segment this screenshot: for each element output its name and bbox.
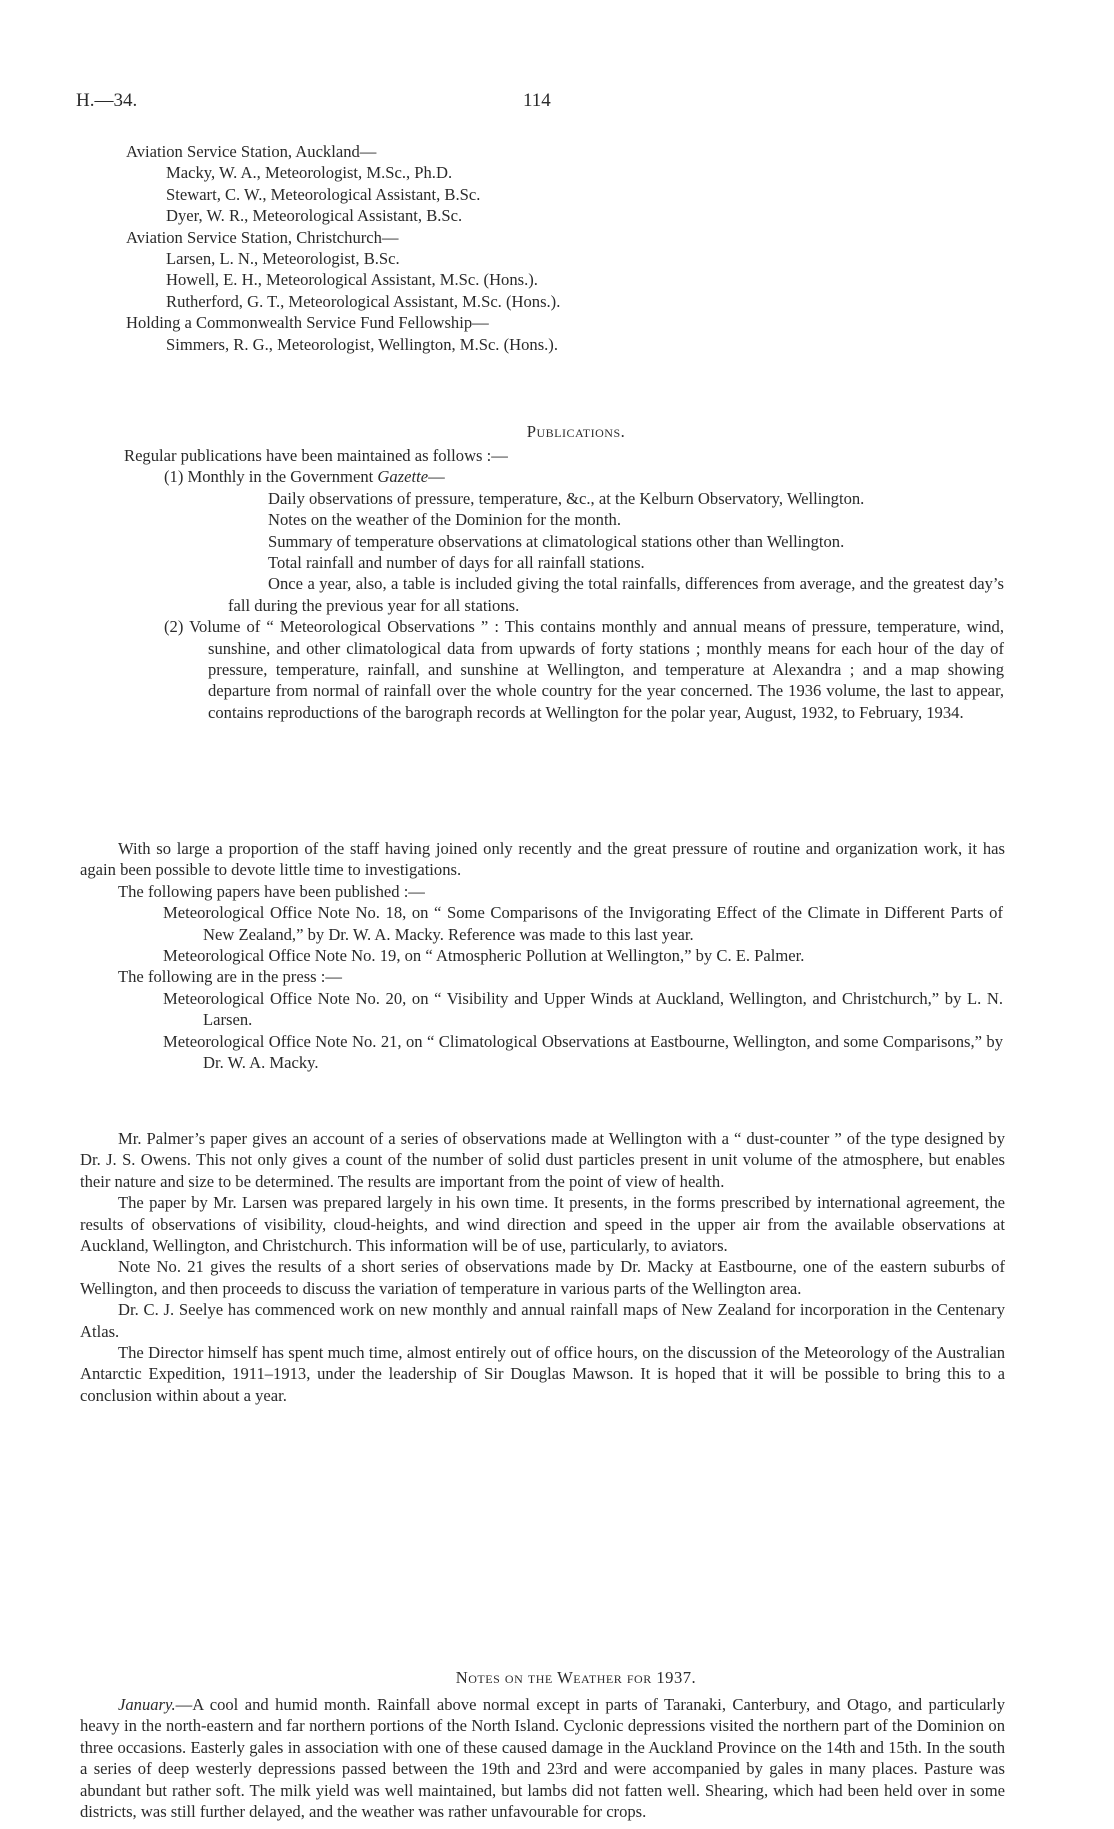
publication-subitem: Total rainfall and number of days for all rainfall stations. <box>268 553 645 573</box>
staff-list <box>126 141 986 355</box>
paragraph: The paper by Mr. Larsen was prepared largely in his own time. It presents, in the forms prescribed by international agreement, the results of observations of visibility, cloud-heights, and wind direction and speed in the upper air from the available observations at Auckland, Wellington, and Christchurch. This information will be of use, particularly, to aviators. <box>80 1193 1005 1256</box>
report-code: H.—34. <box>76 90 138 111</box>
published-intro: The following papers have been published :— <box>118 881 425 901</box>
item-dash: — <box>428 467 445 487</box>
paragraph: With so large a proportion of the staff having joined only recently and the great pressure of routine and organization work, it has again been possible to devote little time to investigations. <box>80 839 1005 880</box>
investigations-section <box>80 838 1005 1073</box>
staff-entry: Simmers, R. G., Meteorologist, Wellington, M.Sc. (Hons.). <box>166 334 558 354</box>
press-intro: The following are in the press :— <box>118 967 342 987</box>
publication-subitem: Summary of temperature observations at climatological stations other than Wellington. <box>268 531 845 551</box>
weather-notes-heading: Notes on the Weather for 1937. <box>455 1668 697 1687</box>
paper-entry: Meteorological Office Note No. 21, on “ Climatological Observations at Eastbourne, Wellington, and some Comparisons,” by Dr. W. A. Macky. <box>163 1031 1003 1073</box>
publication-item-2 <box>124 616 1004 723</box>
staff-entry: Rutherford, G. T., Meteorological Assistant, M.Sc. (Hons.). <box>166 291 561 311</box>
paragraph: Dr. C. J. Seelye has commenced work on new monthly and annual rainfall maps of New Zealand for incorporation in the Centenary Atlas. <box>80 1300 1005 1341</box>
published-papers <box>163 902 1003 966</box>
publication-item-1 <box>124 466 1004 487</box>
paragraph: The Director himself has spent much time, almost entirely out of office hours, on the discussion of the Meteorology of the Australian Antarctic Expedition, 1911–1913, under the leadership of Sir Douglas Mawson. It is hoped that it will be possible to bring this to a conclusion within about a year. <box>80 1343 1005 1405</box>
publications-heading: Publications. <box>526 422 626 441</box>
item-label: (1) Monthly in the Government <box>164 467 378 487</box>
weather-text: —A cool and humid month. Rainfall above normal except in parts of Taranaki, Canterbury, and Otago, and particularly heavy in the north-eastern and far northern portions of the North Island. Cyclonic depressions visited the northern part of the Dominion on three occasions. Easterly gales in association with one of these caused damage in the Auckland Province on the 14th and 15th. In the south a series of deep westerly depressions passed between the 19th and 23rd and were accompanied by gales in many places. Pasture was abundant but rather soft. The milk yield was well maintained, but lambs did not fatten well. Shearing, which had been held over in some districts, was still further delayed, and the weather was rather unfavourable for crops. <box>80 1695 1005 1822</box>
publications-intro: Regular publications have been maintained as follows :— <box>124 446 508 465</box>
paragraph: Mr. Palmer’s paper gives an account of a series of observations made at Wellington with a “ dust-counter ” of the type designed by Dr. J. S. Owens. This not only gives a count of the number of solid dust particles present in unit volume of the atmosphere, but enables their nature and size to be determined. The results are important from the point of view of health. <box>80 1129 1005 1191</box>
station-heading: Holding a Commonwealth Service Fund Fellowship— <box>126 313 489 333</box>
staff-entry: Macky, W. A., Meteorologist, M.Sc., Ph.D. <box>166 163 453 183</box>
publication-subitem: Once a year, also, a table is included giving the total rainfalls, differences from average, and the greatest day’s fall during the previous year for all stations. <box>228 574 1004 615</box>
station-heading: Aviation Service Station, Auckland— <box>126 142 377 161</box>
paper-entry: Meteorological Office Note No. 20, on “ Visibility and Upper Winds at Auckland, Wellington, and Christchurch,” by L. N. Larsen. <box>163 988 1003 1030</box>
weather-paragraph <box>80 1694 1005 1822</box>
month-label: January. <box>118 1695 176 1714</box>
publication-subitem: Notes on the weather of the Dominion for the month. <box>268 510 621 530</box>
publications-section <box>124 445 1004 723</box>
staff-entry: Stewart, C. W., Meteorological Assistant, B.Sc. <box>166 184 481 204</box>
gazette-title: Gazette <box>377 467 429 487</box>
staff-entry: Howell, E. H., Meteorological Assistant, M.Sc. (Hons.). <box>166 270 538 290</box>
station-heading: Aviation Service Station, Christchurch— <box>126 227 399 247</box>
paper-entry: Meteorological Office Note No. 18, on “ Some Comparisons of the Invigorating Effect of the Climate in Different Parts of New Zealand,” by Dr. W. A. Macky. Reference was made to this last year. <box>163 903 1003 944</box>
press-papers <box>163 988 1003 1074</box>
commentary-section <box>80 1128 1005 1406</box>
paper-entry: Meteorological Office Note No. 19, on “ Atmospheric Pollution at Wellington,” by C. E. Palmer. <box>163 946 805 966</box>
paragraph: Note No. 21 gives the results of a short series of observations made by Dr. Macky at Eastbourne, one of the eastern suburbs of Wellington, and then proceeds to discuss the variation of temperature in various parts of the Wellington area. <box>80 1257 1005 1298</box>
page-number: 114 <box>523 90 551 111</box>
publication-subitem: Daily observations of pressure, temperature, &c., at the Kelburn Observatory, Wellington. <box>268 488 865 508</box>
weather-notes <box>80 1694 1005 1822</box>
item-2-text: (2) Volume of “ Meteorological Observations ” : This contains monthly and annual means of pressure, temperature, wind, sunshine, and other climatological data from upwards of forty stations ; monthly means for each hour of the day of pressure, temperature, rainfall, and sunshine at Wellington, and temperature at Alexandra ; and a map showing departure from normal of rainfall over the whole country for the year concerned. The 1936 volume, the last to appear, contains reproductions of the barograph records at Wellington for the polar year, August, 1932, to February, 1934. <box>164 617 1004 722</box>
staff-entry: Dyer, W. R., Meteorological Assistant, B.Sc. <box>166 206 463 226</box>
staff-entry: Larsen, L. N., Meteorologist, B.Sc. <box>166 249 400 269</box>
